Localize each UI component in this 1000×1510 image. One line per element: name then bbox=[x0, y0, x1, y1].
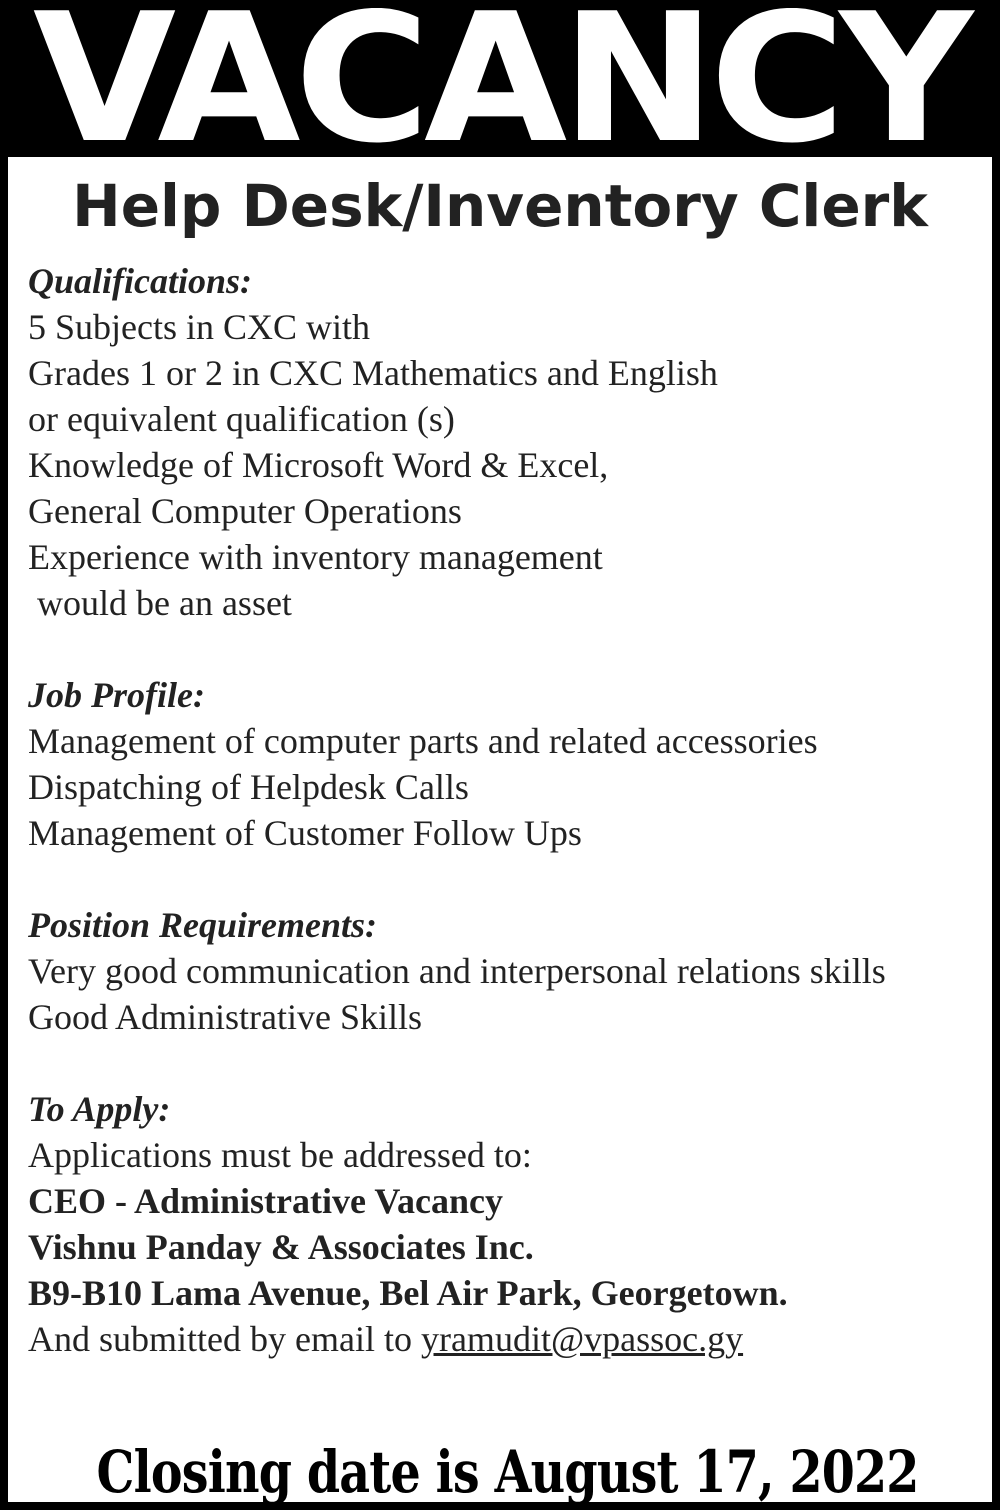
job-profile-line: Management of computer parts and related accessories bbox=[28, 721, 818, 761]
email-prefix: And submitted by email to bbox=[28, 1319, 421, 1359]
email-link[interactable]: yramudit@vpassoc.gy bbox=[420, 1319, 744, 1359]
vacancy-banner bbox=[8, 8, 992, 157]
vacancy-title: VACANCY bbox=[32, 8, 968, 157]
qualification-line: Grades 1 or 2 in CXC Mathematics and English bbox=[28, 353, 718, 393]
qualifications-heading: Qualifications: bbox=[28, 261, 253, 301]
address-line: Vishnu Panday & Associates Inc. bbox=[28, 1227, 534, 1267]
section-gap bbox=[28, 626, 988, 672]
position-requirements-heading: Position Requirements: bbox=[28, 905, 378, 945]
to-apply-heading: To Apply: bbox=[28, 1089, 171, 1129]
qualification-line: or equivalent qualification (s) bbox=[28, 399, 455, 439]
job-profile-line: Dispatching of Helpdesk Calls bbox=[28, 767, 469, 807]
closing-date: Closing date is August 17, 2022 bbox=[96, 1438, 919, 1506]
section-gap bbox=[28, 856, 988, 902]
section-gap bbox=[28, 1040, 988, 1086]
email-line bbox=[28, 1316, 988, 1362]
apply-intro: Applications must be addressed to: bbox=[28, 1135, 532, 1175]
job-profile-line: Management of Customer Follow Ups bbox=[28, 813, 582, 853]
advert-body bbox=[28, 258, 988, 1362]
address-line: B9-B10 Lama Avenue, Bel Air Park, Georgetown. bbox=[28, 1273, 788, 1313]
qualification-line: Knowledge of Microsoft Word & Excel, bbox=[28, 445, 609, 485]
qualification-line: 5 Subjects in CXC with bbox=[28, 307, 371, 347]
qualification-line: General Computer Operations bbox=[28, 491, 462, 531]
qualification-line: Experience with inventory management bbox=[28, 537, 603, 577]
job-profile-heading: Job Profile: bbox=[28, 675, 205, 715]
address-line: CEO - Administrative Vacancy bbox=[28, 1181, 504, 1221]
requirement-line: Very good communication and interpersonal relations skills bbox=[28, 951, 886, 991]
requirement-line: Good Administrative Skills bbox=[28, 997, 423, 1037]
qualification-line: would be an asset bbox=[28, 583, 292, 623]
job-title: Help Desk/Inventory Clerk bbox=[72, 172, 928, 240]
